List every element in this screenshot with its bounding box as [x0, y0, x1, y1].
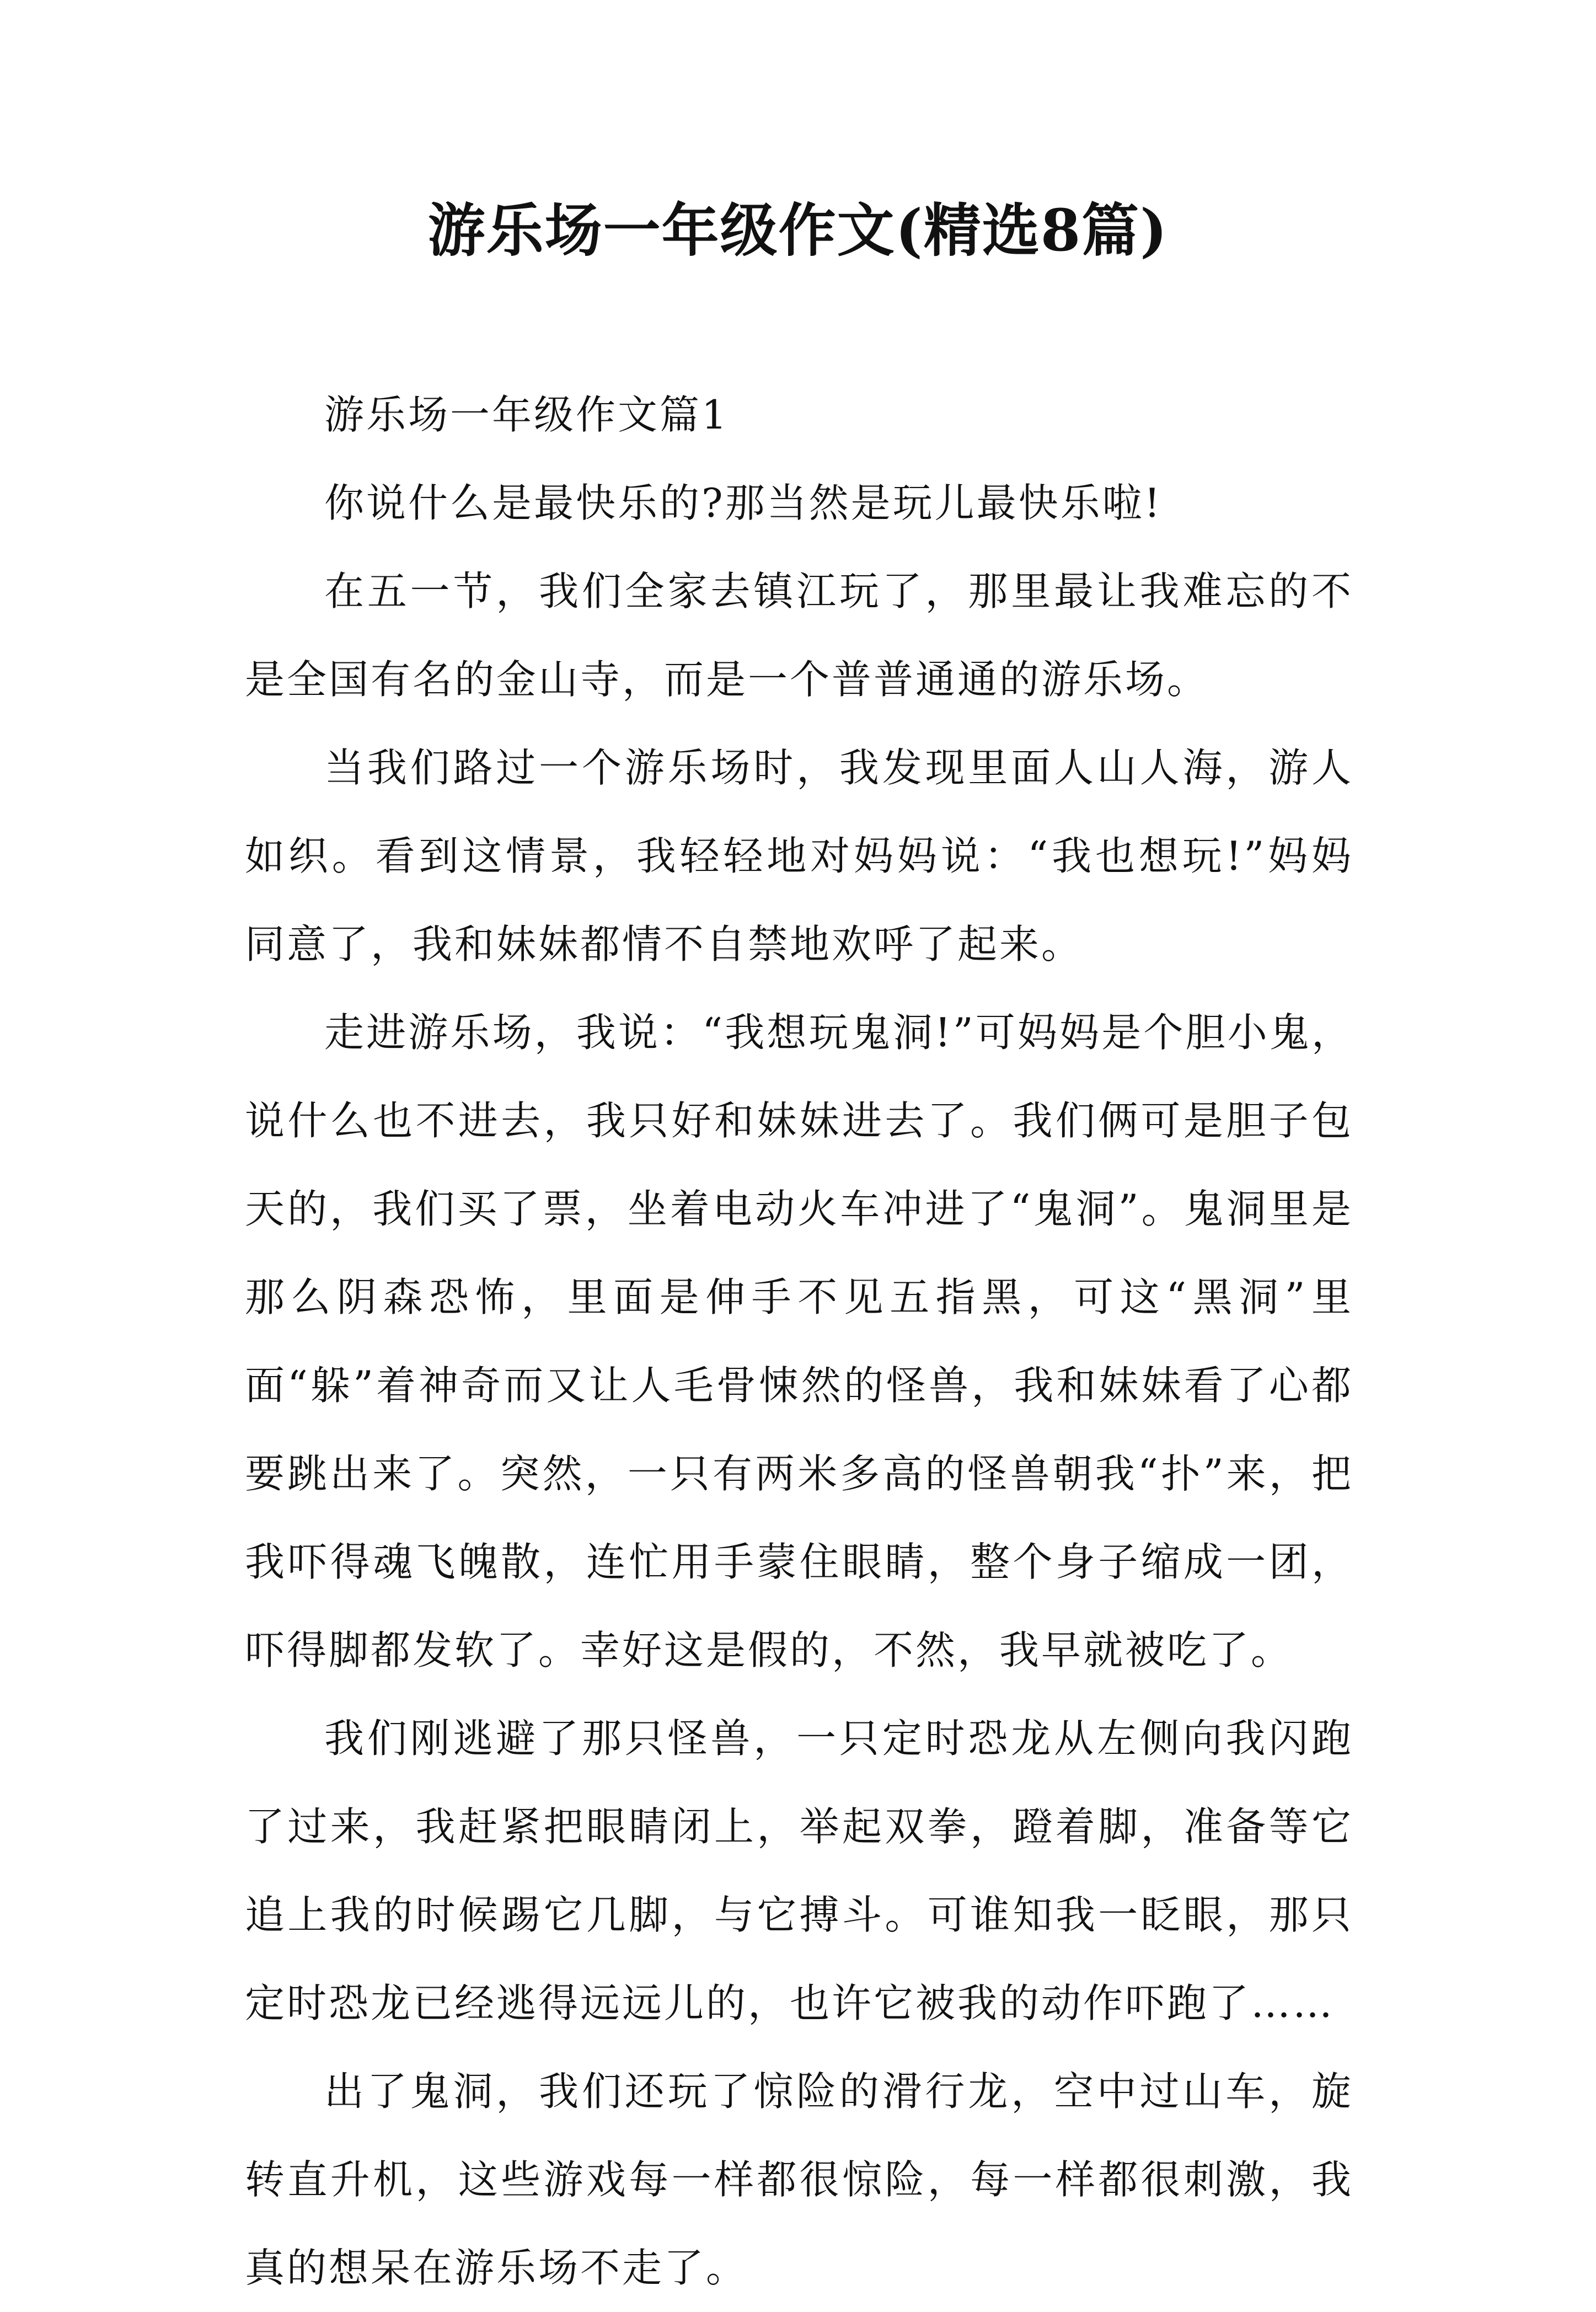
document-body: [245, 371, 1353, 2312]
paragraph: 你说什么是最快乐的?那当然是玩儿最快乐啦!: [324, 480, 1163, 526]
paragraph: 走进游乐场，我说：“我想玩鬼洞!”可妈妈是个胆小鬼，说什么也不进去，我只好和妹妹进去了。我们俩可是胆子包天的，我们买了票，坐着电动火车冲进了“鬼洞”。鬼洞里是那么阴森恐怖，里面是伸手不见五指黑，可这“黑洞”里面“躲”着神奇而又让人毛骨悚然的怪兽，我和妹妹看了心都要跳出来了。突然，一只有两米多高的怪兽朝我“扑”来，把我吓得魂飞魄散，连忙用手蒙住眼睛，整个身子缩成一团，吓得脚都发软了。幸好这是假的，不然，我早就被吃了。: [245, 1009, 1353, 1673]
paragraph: 出了鬼洞，我们还玩了惊险的滑行龙，空中过山车，旋转直升机，这些游戏每一样都很惊险，每一样都很刺激，我真的想呆在游乐场不走了。: [245, 2068, 1353, 2291]
paragraph: 当我们路过一个游乐场时，我发现里面人山人海，游人如织。看到这情景，我轻轻地对妈妈说：“我也想玩!”妈妈同意了，我和妹妹都情不自禁地欢呼了起来。: [245, 745, 1353, 967]
document-title: 游乐场一年级作文(精选8篇): [427, 196, 1169, 264]
paragraph: 在五一节，我们全家去镇江玩了，那里最让我难忘的不是全国有名的金山寺，而是一个普普通通的游乐场。: [245, 568, 1353, 703]
paragraph: 我们刚逃避了那只怪兽，一只定时恐龙从左侧向我闪跑了过来，我赶紧把眼睛闭上，举起双拳，蹬着脚，准备等它追上我的时候踢它几脚，与它搏斗。可谁知我一眨眼，那只定时恐龙已经逃得远远儿的，也许它被我的动作吓跑了……: [245, 1715, 1353, 2026]
section-heading: 游乐场一年级作文篇1: [324, 392, 729, 438]
